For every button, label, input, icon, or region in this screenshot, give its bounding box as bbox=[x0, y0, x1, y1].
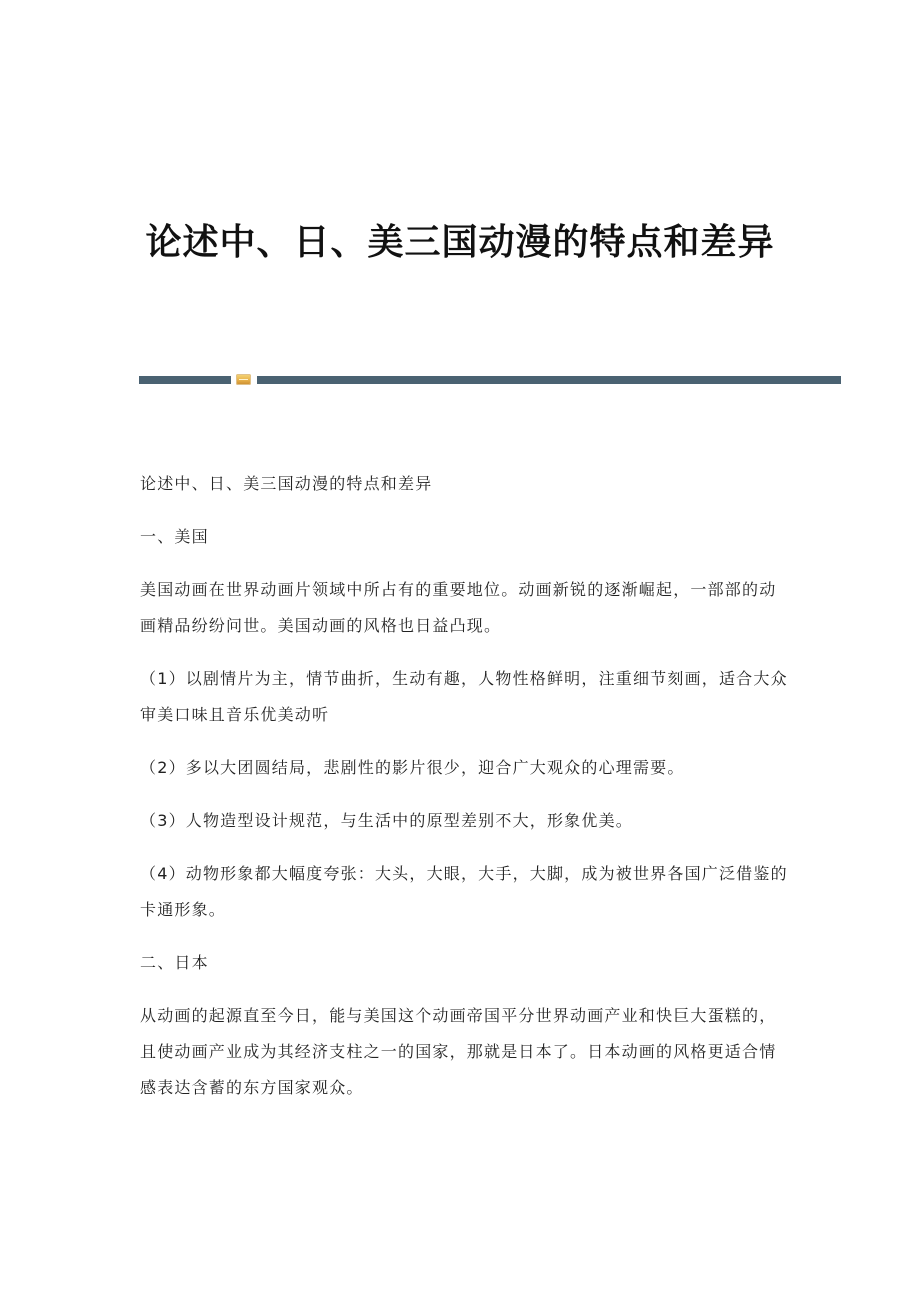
document-body bbox=[140, 466, 790, 1106]
divider-ornament-icon bbox=[236, 374, 251, 385]
title-divider-right bbox=[257, 376, 841, 384]
section-heading-usa: 一、美国 bbox=[140, 527, 209, 546]
title-divider-left bbox=[139, 376, 231, 384]
section-heading-japan: 二、日本 bbox=[140, 953, 209, 972]
paragraph-usa-point-4: （4）动物形象都大幅度夸张：大头，大眼，大手，大脚，成为被世界各国广泛借鉴的卡通形象。 bbox=[140, 864, 788, 919]
paragraph-usa-point-3: （3）人物造型设计规范，与生活中的原型差别不大，形象优美。 bbox=[140, 811, 633, 830]
paragraph-usa-point-1: （1）以剧情片为主，情节曲折，生动有趣，人物性格鲜明，注重细节刻画，适合大众审美口味且音乐优美动听 bbox=[140, 669, 788, 724]
document-title: 论述中、日、美三国动漫的特点和差异 bbox=[145, 221, 775, 263]
paragraph-usa-point-2: （2）多以大团圆结局，悲剧性的影片很少，迎合广大观众的心理需要。 bbox=[140, 758, 685, 777]
subtitle-paragraph: 论述中、日、美三国动漫的特点和差异 bbox=[140, 474, 433, 493]
paragraph-japan-intro: 从动画的起源直至今日，能与美国这个动画帝国平分世界动画产业和快巨大蛋糕的，且使动画产业成为其经济支柱之一的国家，那就是日本了。日本动画的风格更适合情感表达含蓄的东方国家观众。 bbox=[140, 1006, 777, 1097]
paragraph-usa-intro: 美国动画在世界动画片领域中所占有的重要地位。动画新锐的逐渐崛起，一部部的动画精品纷纷问世。美国动画的风格也日益凸现。 bbox=[140, 580, 777, 635]
